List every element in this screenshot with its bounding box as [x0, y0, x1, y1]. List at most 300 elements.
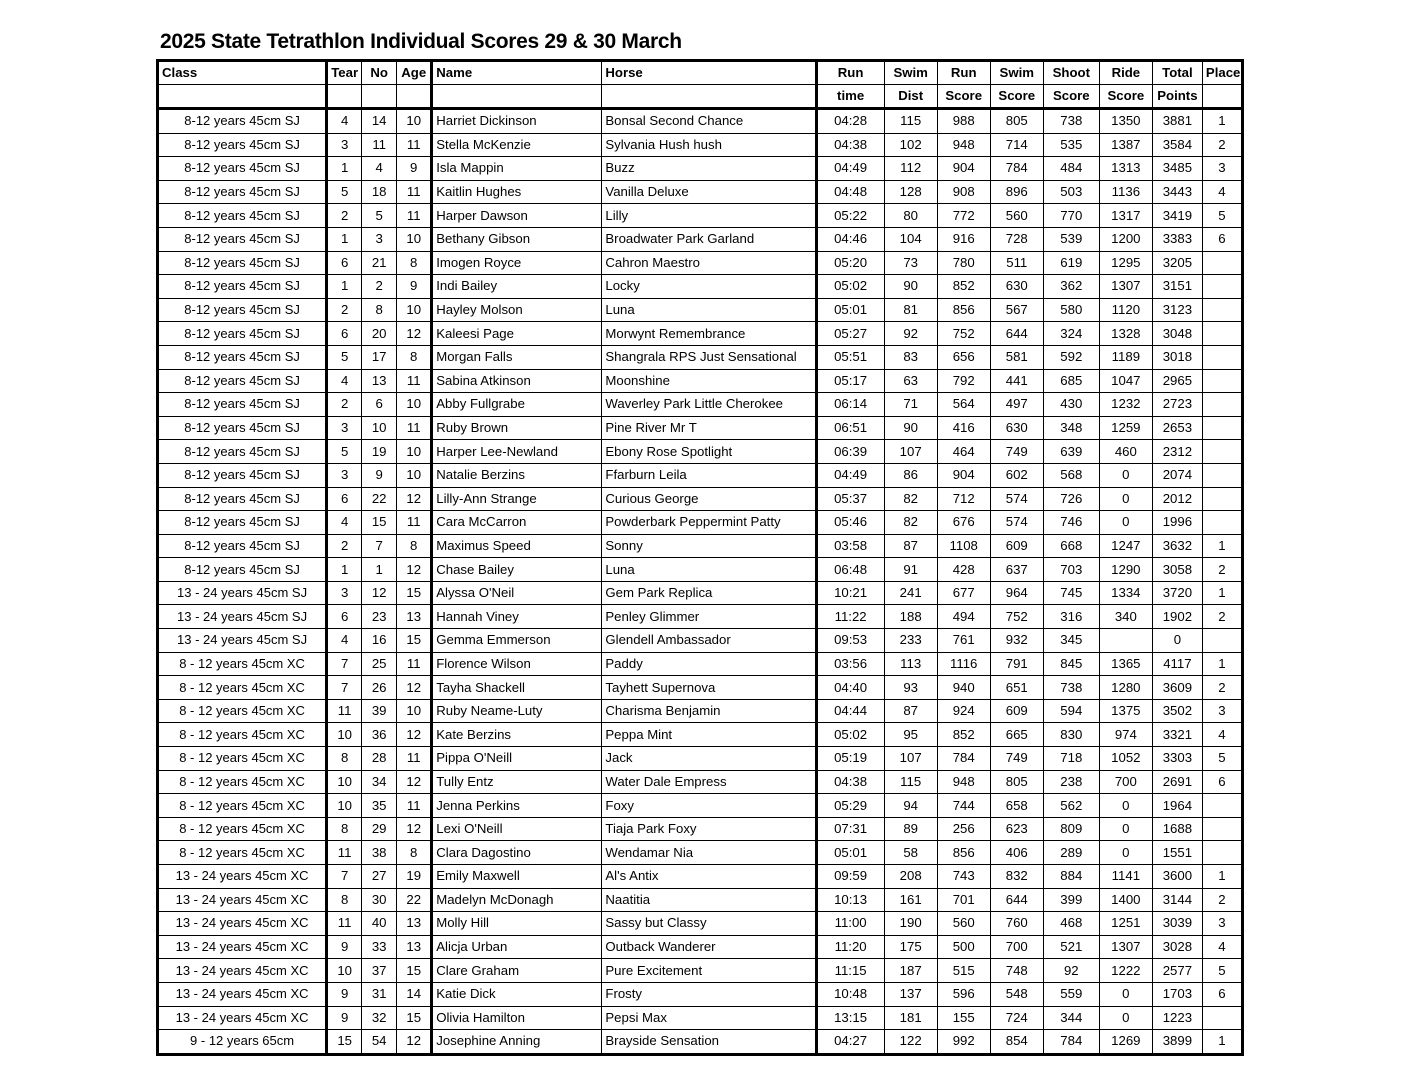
- header-place: Place: [1202, 61, 1242, 85]
- cell-ride-score: 1375: [1099, 699, 1152, 723]
- cell-place: [1202, 817, 1242, 841]
- cell-no: 13: [362, 369, 397, 393]
- cell-run-score: 992: [937, 1030, 990, 1055]
- cell-name: Cara McCarron: [432, 511, 602, 535]
- cell-no: 27: [362, 865, 397, 889]
- cell-age: 15: [397, 959, 432, 983]
- cell-name: Josephine Anning: [432, 1030, 602, 1055]
- cell-total-points: 0: [1152, 629, 1202, 653]
- cell-class: 13 - 24 years 45cm SJ: [158, 605, 327, 629]
- cell-horse: Luna: [602, 558, 816, 582]
- cell-swim-score: 932: [990, 629, 1043, 653]
- cell-place: 2: [1202, 676, 1242, 700]
- cell-ride-score: 1365: [1099, 652, 1152, 676]
- cell-name: Tully Entz: [432, 770, 602, 794]
- cell-class: 8 - 12 years 45cm XC: [158, 817, 327, 841]
- cell-team: 15: [327, 1030, 362, 1055]
- cell-swim-dist: 87: [884, 534, 937, 558]
- cell-run-time: 05:19: [816, 747, 884, 771]
- cell-shoot-score: 92: [1043, 959, 1099, 983]
- cell-swim-score: 406: [990, 841, 1043, 865]
- cell-ride-score: 460: [1099, 440, 1152, 464]
- cell-run-time: 04:38: [816, 770, 884, 794]
- cell-team: 3: [327, 463, 362, 487]
- header-no: No: [362, 61, 397, 85]
- cell-ride-score: 1328: [1099, 322, 1152, 346]
- cell-shoot-score: 238: [1043, 770, 1099, 794]
- cell-swim-score: 700: [990, 935, 1043, 959]
- cell-horse: Tiaja Park Foxy: [602, 817, 816, 841]
- cell-shoot-score: 619: [1043, 251, 1099, 275]
- cell-swim-score: 497: [990, 393, 1043, 417]
- cell-name: Pippa O'Neill: [432, 747, 602, 771]
- cell-swim-dist: 208: [884, 865, 937, 889]
- cell-shoot-score: 668: [1043, 534, 1099, 558]
- cell-swim-score: 658: [990, 794, 1043, 818]
- header-class: Class: [158, 61, 327, 85]
- cell-name: Abby Fullgrabe: [432, 393, 602, 417]
- cell-age: 15: [397, 581, 432, 605]
- table-row: [158, 747, 1243, 771]
- table-row: [158, 723, 1243, 747]
- table-row: [158, 511, 1243, 535]
- header-horse: Horse: [602, 61, 816, 85]
- cell-no: 32: [362, 1006, 397, 1030]
- cell-no: 20: [362, 322, 397, 346]
- cell-age: 10: [397, 227, 432, 251]
- cell-place: [1202, 440, 1242, 464]
- cell-team: 8: [327, 747, 362, 771]
- cell-shoot-score: 468: [1043, 912, 1099, 936]
- cell-shoot-score: 738: [1043, 109, 1099, 134]
- cell-shoot-score: 746: [1043, 511, 1099, 535]
- cell-swim-dist: 175: [884, 935, 937, 959]
- cell-age: 14: [397, 982, 432, 1006]
- cell-no: 34: [362, 770, 397, 794]
- cell-age: 8: [397, 345, 432, 369]
- header-total-points: Points: [1152, 85, 1202, 109]
- cell-no: 11: [362, 133, 397, 157]
- cell-class: 8-12 years 45cm SJ: [158, 157, 327, 181]
- cell-swim-score: 567: [990, 298, 1043, 322]
- table-row: [158, 345, 1243, 369]
- page-title: 2025 State Tetrathlon Individual Scores 29 & 30 March: [160, 30, 682, 53]
- cell-name: Florence Wilson: [432, 652, 602, 676]
- cell-swim-dist: 102: [884, 133, 937, 157]
- table-row: [158, 959, 1243, 983]
- cell-run-time: 05:29: [816, 794, 884, 818]
- table-row: [158, 204, 1243, 228]
- cell-team: 4: [327, 109, 362, 134]
- cell-name: Clare Graham: [432, 959, 602, 983]
- cell-ride-score: [1099, 629, 1152, 653]
- cell-swim-dist: 94: [884, 794, 937, 818]
- cell-ride-score: 700: [1099, 770, 1152, 794]
- header-ride-score: Ride: [1099, 61, 1152, 85]
- header-total-points: Total: [1152, 61, 1202, 85]
- cell-total-points: 1703: [1152, 982, 1202, 1006]
- cell-shoot-score: 685: [1043, 369, 1099, 393]
- cell-horse: Sassy but Classy: [602, 912, 816, 936]
- cell-swim-score: 602: [990, 463, 1043, 487]
- table-row: [158, 1030, 1243, 1055]
- cell-class: 8 - 12 years 45cm XC: [158, 652, 327, 676]
- cell-shoot-score: 539: [1043, 227, 1099, 251]
- cell-horse: Morwynt Remembrance: [602, 322, 816, 346]
- cell-class: 13 - 24 years 45cm XC: [158, 888, 327, 912]
- cell-shoot-score: 568: [1043, 463, 1099, 487]
- cell-no: 38: [362, 841, 397, 865]
- cell-team: 10: [327, 794, 362, 818]
- cell-horse: Sylvania Hush hush: [602, 133, 816, 157]
- cell-age: 11: [397, 747, 432, 771]
- cell-no: 17: [362, 345, 397, 369]
- cell-run-time: 04:28: [816, 109, 884, 134]
- cell-horse: Paddy: [602, 652, 816, 676]
- cell-horse: Outback Wanderer: [602, 935, 816, 959]
- cell-age: 12: [397, 817, 432, 841]
- table-row: [158, 1006, 1243, 1030]
- table-row: [158, 487, 1243, 511]
- cell-class: 8 - 12 years 45cm XC: [158, 794, 327, 818]
- cell-run-score: 948: [937, 770, 990, 794]
- cell-horse: Ffarburn Leila: [602, 463, 816, 487]
- cell-run-score: 761: [937, 629, 990, 653]
- header-horse: [602, 85, 816, 109]
- header-no: [362, 85, 397, 109]
- header-swim-score: Score: [990, 85, 1043, 109]
- cell-ride-score: 0: [1099, 841, 1152, 865]
- cell-run-time: 11:20: [816, 935, 884, 959]
- table-row: [158, 888, 1243, 912]
- cell-class: 8-12 years 45cm SJ: [158, 369, 327, 393]
- cell-class: 8-12 years 45cm SJ: [158, 275, 327, 299]
- cell-swim-score: 574: [990, 487, 1043, 511]
- table-row: [158, 109, 1243, 134]
- cell-name: Bethany Gibson: [432, 227, 602, 251]
- cell-swim-dist: 107: [884, 747, 937, 771]
- cell-team: 8: [327, 817, 362, 841]
- header-age: [397, 85, 432, 109]
- cell-swim-dist: 161: [884, 888, 937, 912]
- cell-horse: Pine River Mr T: [602, 416, 816, 440]
- cell-swim-score: 651: [990, 676, 1043, 700]
- cell-run-time: 06:51: [816, 416, 884, 440]
- cell-no: 15: [362, 511, 397, 535]
- cell-run-score: 677: [937, 581, 990, 605]
- cell-swim-dist: 188: [884, 605, 937, 629]
- cell-swim-score: 560: [990, 204, 1043, 228]
- cell-age: 12: [397, 676, 432, 700]
- cell-place: 6: [1202, 770, 1242, 794]
- cell-horse: Foxy: [602, 794, 816, 818]
- cell-place: [1202, 322, 1242, 346]
- cell-age: 11: [397, 511, 432, 535]
- cell-name: Hannah Viney: [432, 605, 602, 629]
- cell-name: Ruby Neame-Luty: [432, 699, 602, 723]
- cell-ride-score: 1259: [1099, 416, 1152, 440]
- header-team: [327, 85, 362, 109]
- cell-horse: Waverley Park Little Cherokee: [602, 393, 816, 417]
- cell-swim-score: 964: [990, 581, 1043, 605]
- cell-total-points: 3123: [1152, 298, 1202, 322]
- cell-class: 13 - 24 years 45cm XC: [158, 935, 327, 959]
- cell-run-score: 1108: [937, 534, 990, 558]
- cell-no: 7: [362, 534, 397, 558]
- cell-no: 12: [362, 581, 397, 605]
- cell-place: 4: [1202, 935, 1242, 959]
- cell-total-points: 3600: [1152, 865, 1202, 889]
- header-run-score: Score: [937, 85, 990, 109]
- cell-swim-dist: 115: [884, 109, 937, 134]
- cell-ride-score: 974: [1099, 723, 1152, 747]
- table-row: [158, 676, 1243, 700]
- cell-swim-dist: 82: [884, 511, 937, 535]
- cell-swim-dist: 93: [884, 676, 937, 700]
- cell-no: 23: [362, 605, 397, 629]
- cell-name: Maximus Speed: [432, 534, 602, 558]
- cell-ride-score: 0: [1099, 487, 1152, 511]
- cell-ride-score: 0: [1099, 794, 1152, 818]
- cell-age: 11: [397, 204, 432, 228]
- cell-swim-dist: 89: [884, 817, 937, 841]
- cell-place: [1202, 487, 1242, 511]
- cell-run-time: 04:49: [816, 463, 884, 487]
- cell-swim-dist: 81: [884, 298, 937, 322]
- cell-no: 18: [362, 180, 397, 204]
- cell-ride-score: 1313: [1099, 157, 1152, 181]
- table-row: [158, 629, 1243, 653]
- cell-swim-dist: 122: [884, 1030, 937, 1055]
- cell-ride-score: 1269: [1099, 1030, 1152, 1055]
- cell-no: 9: [362, 463, 397, 487]
- cell-name: Natalie Berzins: [432, 463, 602, 487]
- cell-team: 7: [327, 652, 362, 676]
- cell-horse: Moonshine: [602, 369, 816, 393]
- cell-run-time: 05:20: [816, 251, 884, 275]
- cell-place: [1202, 251, 1242, 275]
- cell-run-time: 05:37: [816, 487, 884, 511]
- cell-swim-score: 574: [990, 511, 1043, 535]
- cell-shoot-score: 809: [1043, 817, 1099, 841]
- cell-name: Olivia Hamilton: [432, 1006, 602, 1030]
- cell-swim-score: 749: [990, 440, 1043, 464]
- cell-swim-score: 760: [990, 912, 1043, 936]
- cell-team: 3: [327, 416, 362, 440]
- cell-total-points: 1964: [1152, 794, 1202, 818]
- cell-run-score: 515: [937, 959, 990, 983]
- cell-shoot-score: 726: [1043, 487, 1099, 511]
- cell-class: 8-12 years 45cm SJ: [158, 393, 327, 417]
- cell-name: Emily Maxwell: [432, 865, 602, 889]
- cell-swim-score: 791: [990, 652, 1043, 676]
- cell-ride-score: 1136: [1099, 180, 1152, 204]
- cell-swim-dist: 90: [884, 416, 937, 440]
- cell-no: 39: [362, 699, 397, 723]
- cell-swim-score: 728: [990, 227, 1043, 251]
- cell-no: 25: [362, 652, 397, 676]
- cell-total-points: 3383: [1152, 227, 1202, 251]
- cell-total-points: 1223: [1152, 1006, 1202, 1030]
- cell-place: 4: [1202, 180, 1242, 204]
- cell-place: 2: [1202, 605, 1242, 629]
- cell-run-score: 596: [937, 982, 990, 1006]
- cell-horse: Peppa Mint: [602, 723, 816, 747]
- table-row: [158, 416, 1243, 440]
- cell-team: 1: [327, 558, 362, 582]
- cell-run-score: 852: [937, 275, 990, 299]
- cell-no: 3: [362, 227, 397, 251]
- cell-total-points: 2723: [1152, 393, 1202, 417]
- cell-team: 9: [327, 935, 362, 959]
- cell-team: 6: [327, 605, 362, 629]
- cell-class: 8 - 12 years 45cm XC: [158, 747, 327, 771]
- cell-name: Lilly-Ann Strange: [432, 487, 602, 511]
- cell-run-score: 256: [937, 817, 990, 841]
- cell-horse: Lilly: [602, 204, 816, 228]
- cell-run-score: 416: [937, 416, 990, 440]
- cell-swim-dist: 71: [884, 393, 937, 417]
- cell-name: Kaitlin Hughes: [432, 180, 602, 204]
- cell-swim-dist: 86: [884, 463, 937, 487]
- cell-place: [1202, 629, 1242, 653]
- cell-run-score: 904: [937, 463, 990, 487]
- cell-shoot-score: 348: [1043, 416, 1099, 440]
- cell-shoot-score: 559: [1043, 982, 1099, 1006]
- table-row: [158, 322, 1243, 346]
- cell-name: Harper Lee-Newland: [432, 440, 602, 464]
- cell-run-score: 948: [937, 133, 990, 157]
- table-row: [158, 581, 1243, 605]
- cell-swim-score: 752: [990, 605, 1043, 629]
- cell-run-time: 10:13: [816, 888, 884, 912]
- cell-shoot-score: 738: [1043, 676, 1099, 700]
- cell-no: 33: [362, 935, 397, 959]
- cell-team: 10: [327, 723, 362, 747]
- cell-run-score: 428: [937, 558, 990, 582]
- cell-name: Indi Bailey: [432, 275, 602, 299]
- cell-name: Kate Berzins: [432, 723, 602, 747]
- cell-swim-score: 748: [990, 959, 1043, 983]
- cell-ride-score: 0: [1099, 817, 1152, 841]
- cell-run-score: 743: [937, 865, 990, 889]
- cell-shoot-score: 639: [1043, 440, 1099, 464]
- cell-horse: Locky: [602, 275, 816, 299]
- cell-class: 8-12 years 45cm SJ: [158, 298, 327, 322]
- cell-total-points: 3028: [1152, 935, 1202, 959]
- cell-swim-score: 665: [990, 723, 1043, 747]
- cell-place: 1: [1202, 1030, 1242, 1055]
- cell-total-points: 3443: [1152, 180, 1202, 204]
- cell-total-points: 3720: [1152, 581, 1202, 605]
- cell-ride-score: 1400: [1099, 888, 1152, 912]
- cell-total-points: 3632: [1152, 534, 1202, 558]
- cell-run-score: 792: [937, 369, 990, 393]
- cell-horse: Ebony Rose Spotlight: [602, 440, 816, 464]
- cell-class: 13 - 24 years 45cm XC: [158, 982, 327, 1006]
- table-row: [158, 912, 1243, 936]
- cell-swim-dist: 112: [884, 157, 937, 181]
- cell-total-points: 3151: [1152, 275, 1202, 299]
- cell-swim-dist: 137: [884, 982, 937, 1006]
- cell-team: 5: [327, 345, 362, 369]
- header-row-sub: [158, 85, 1243, 109]
- cell-swim-score: 724: [990, 1006, 1043, 1030]
- cell-ride-score: 1290: [1099, 558, 1152, 582]
- cell-run-score: 744: [937, 794, 990, 818]
- cell-name: Hayley Molson: [432, 298, 602, 322]
- cell-total-points: 2691: [1152, 770, 1202, 794]
- header-ride-score: Score: [1099, 85, 1152, 109]
- cell-total-points: 3048: [1152, 322, 1202, 346]
- table-row: [158, 251, 1243, 275]
- cell-swim-dist: 90: [884, 275, 937, 299]
- cell-run-score: 701: [937, 888, 990, 912]
- cell-run-score: 676: [937, 511, 990, 535]
- cell-name: Alyssa O'Neil: [432, 581, 602, 605]
- cell-name: Lexi O'Neill: [432, 817, 602, 841]
- header-shoot-score: Shoot: [1043, 61, 1099, 85]
- cell-run-time: 05:27: [816, 322, 884, 346]
- cell-place: [1202, 275, 1242, 299]
- cell-team: 11: [327, 699, 362, 723]
- cell-run-time: 10:48: [816, 982, 884, 1006]
- cell-place: 1: [1202, 865, 1242, 889]
- cell-place: 5: [1202, 747, 1242, 771]
- cell-age: 19: [397, 865, 432, 889]
- cell-age: 10: [397, 298, 432, 322]
- cell-ride-score: 1295: [1099, 251, 1152, 275]
- cell-team: 2: [327, 204, 362, 228]
- cell-swim-dist: 91: [884, 558, 937, 582]
- cell-total-points: 3058: [1152, 558, 1202, 582]
- cell-ride-score: 1307: [1099, 275, 1152, 299]
- header-run-time: time: [816, 85, 884, 109]
- cell-total-points: 3609: [1152, 676, 1202, 700]
- cell-name: Imogen Royce: [432, 251, 602, 275]
- cell-team: 8: [327, 888, 362, 912]
- cell-name: Sabina Atkinson: [432, 369, 602, 393]
- cell-run-score: 904: [937, 157, 990, 181]
- cell-run-score: 155: [937, 1006, 990, 1030]
- cell-age: 15: [397, 1006, 432, 1030]
- cell-swim-score: 511: [990, 251, 1043, 275]
- cell-swim-dist: 92: [884, 322, 937, 346]
- cell-total-points: 3485: [1152, 157, 1202, 181]
- cell-place: 2: [1202, 133, 1242, 157]
- cell-run-time: 03:56: [816, 652, 884, 676]
- cell-age: 9: [397, 275, 432, 299]
- cell-swim-score: 784: [990, 157, 1043, 181]
- cell-name: Harriet Dickinson: [432, 109, 602, 134]
- cell-swim-dist: 80: [884, 204, 937, 228]
- cell-total-points: 3881: [1152, 109, 1202, 134]
- cell-run-time: 05:01: [816, 841, 884, 865]
- cell-age: 22: [397, 888, 432, 912]
- table-row: [158, 794, 1243, 818]
- cell-horse: Penley Glimmer: [602, 605, 816, 629]
- cell-name: Harper Dawson: [432, 204, 602, 228]
- cell-swim-dist: 113: [884, 652, 937, 676]
- cell-horse: Pepsi Max: [602, 1006, 816, 1030]
- cell-place: 1: [1202, 581, 1242, 605]
- cell-place: 1: [1202, 652, 1242, 676]
- cell-place: 1: [1202, 534, 1242, 558]
- cell-class: 13 - 24 years 45cm XC: [158, 959, 327, 983]
- cell-run-time: 04:48: [816, 180, 884, 204]
- cell-no: 10: [362, 416, 397, 440]
- cell-ride-score: 1232: [1099, 393, 1152, 417]
